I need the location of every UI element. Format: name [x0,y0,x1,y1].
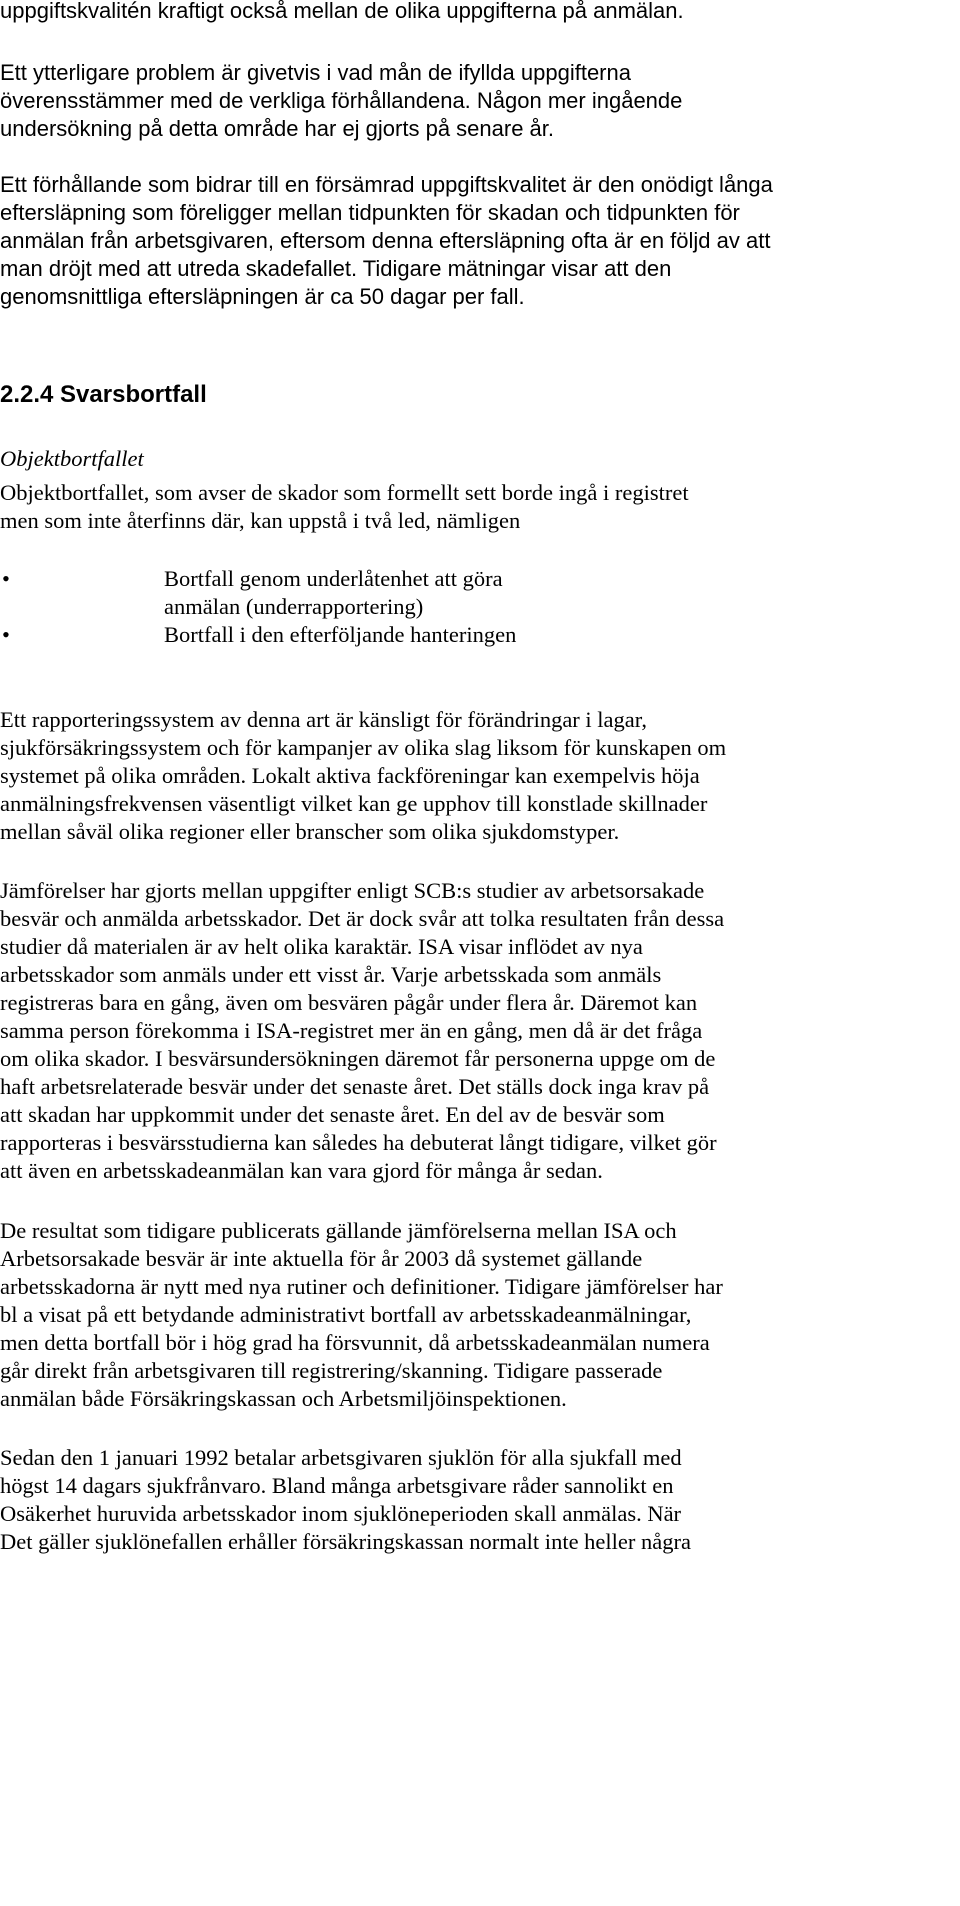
text-line: arbetsskador som anmäls under ett visst år. Varje arbetsskada som anmäls [0,962,662,987]
paragraph-intro [0,0,960,25]
text-line: De resultat som tidigare publicerats gällande jämförelserna mellan ISA och [0,1218,677,1243]
text-line: överensstämmer med de verkliga förhållandena. Någon mer ingående [0,88,683,113]
section-heading: 2.2.4 Svarsbortfall [0,381,207,408]
text-line: Sedan den 1 januari 1992 betalar arbetsgivaren sjuklön för alla sjukfall med [0,1445,682,1470]
text-line: men detta bortfall bör i hög grad ha försvunnit, då arbetsskadeanmälan numera [0,1330,710,1355]
bullet-icon: • [2,566,10,591]
bullet-text-line: anmälan (underrapportering) [164,594,424,619]
text-line: besvär och anmälda arbetsskador. Det är dock svår att tolka resultaten från dessa [0,906,725,931]
text-line: att även en arbetsskadeanmälan kan vara gjord för många år sedan. [0,1158,603,1183]
text-line: Objektbortfallet, som avser de skador som formellt sett borde ingå i registret [0,480,689,505]
text-line: anmälningsfrekvensen väsentligt vilket kan ge upphov till konstlade skillnader [0,791,708,816]
paragraph-sensitive [0,706,960,846]
text-line: Det gäller sjuklönefallen erhåller försäkringskassan normalt inte heller några [0,1529,691,1554]
text-line: högst 14 dagars sjukfrånvaro. Bland många arbetsgivare råder sannolikt en [0,1473,674,1498]
bullet-icon: • [2,622,10,647]
text-line: går direkt från arbetsgivaren till registrering/skanning. Tidigare passerade [0,1358,663,1383]
paragraph-comparison [0,877,960,1185]
text-line: haft arbetsrelaterade besvär under det senaste året. Det ställs dock inga krav på [0,1074,710,1099]
bullet-text-line: Bortfall i den efterföljande hanteringen [164,622,517,647]
text-line: Ett förhållande som bidrar till en försämrad uppgiftskvalitet är den onödigt långa [0,172,773,197]
text-line: genomsnittliga eftersläpningen är ca 50 dagar per fall. [0,284,525,309]
text-line: Ett ytterligare problem är givetvis i vad mån de ifyllda uppgifterna [0,60,631,85]
text-line: studier då materialen är av helt olika karaktär. ISA visar inflödet av nya [0,934,643,959]
text-line: Osäkerhet huruvida arbetsskador inom sjuklöneperioden skall anmälas. När [0,1501,682,1526]
text-line: Jämförelser har gjorts mellan uppgifter enligt SCB:s studier av arbetsorsakade [0,878,705,903]
text-line: men som inte återfinns där, kan uppstå i två led, nämligen [0,508,521,533]
text-line: Ett rapporteringssystem av denna art är känsligt för förändringar i lagar, [0,707,647,732]
text-line: eftersläpning som föreligger mellan tidpunkten för skadan och tidpunkten för [0,200,740,225]
paragraph-object [0,479,960,535]
text-line: systemet på olika områden. Lokalt aktiva fackföreningar kan exempelvis höja [0,763,700,788]
paragraph-problem [0,59,960,143]
text-line: man dröjt med att utreda skadefallet. Tidigare mätningar visar att den [0,256,672,281]
text-line: uppgiftskvalitén kraftigt också mellan de olika uppgifterna på anmälan. [0,0,684,23]
text-line: mellan såväl olika regioner eller branscher som olika sjukdomstyper. [0,819,620,844]
text-line: samma person förekomma i ISA-registret mer än en gång, men då är det fråga [0,1018,703,1043]
text-line: anmälan både Försäkringskassan och Arbetsmiljöinspektionen. [0,1386,567,1411]
text-line: arbetsskadorna är nytt med nya rutiner och definitioner. Tidigare jämförelser har [0,1274,723,1299]
text-line: anmälan från arbetsgivaren, eftersom denna eftersläpning ofta är en följd av att [0,228,771,253]
paragraph-sickpay [0,1444,960,1556]
text-line: rapporteras i besvärsstudierna kan således ha debuterat långt tidigare, vilket gör [0,1130,717,1155]
text-line: bl a visat på ett betydande administrativt bortfall av arbetsskadeanmälningar, [0,1302,692,1327]
text-line: registreras bara en gång, även om besvären pågår under flera år. Däremot kan [0,990,698,1015]
paragraph-delay [0,171,960,311]
bullet-text-line: Bortfall genom underlåtenhet att göra [164,566,503,591]
text-line: Arbetsorsakade besvär är inte aktuella för år 2003 då systemet gällande [0,1246,643,1271]
text-line: att skadan har uppkommit under det senaste året. En del av de besvär som [0,1102,665,1127]
paragraph-results [0,1217,960,1413]
text-line: om olika skador. I besvärsundersökningen däremot får personerna uppge om de [0,1046,716,1071]
text-line: sjukförsäkringssystem och för kampanjer av olika slag liksom för kunskapen om [0,735,727,760]
subheading: Objektbortfallet [0,446,144,471]
text-line: undersökning på detta område har ej gjorts på senare år. [0,116,555,141]
